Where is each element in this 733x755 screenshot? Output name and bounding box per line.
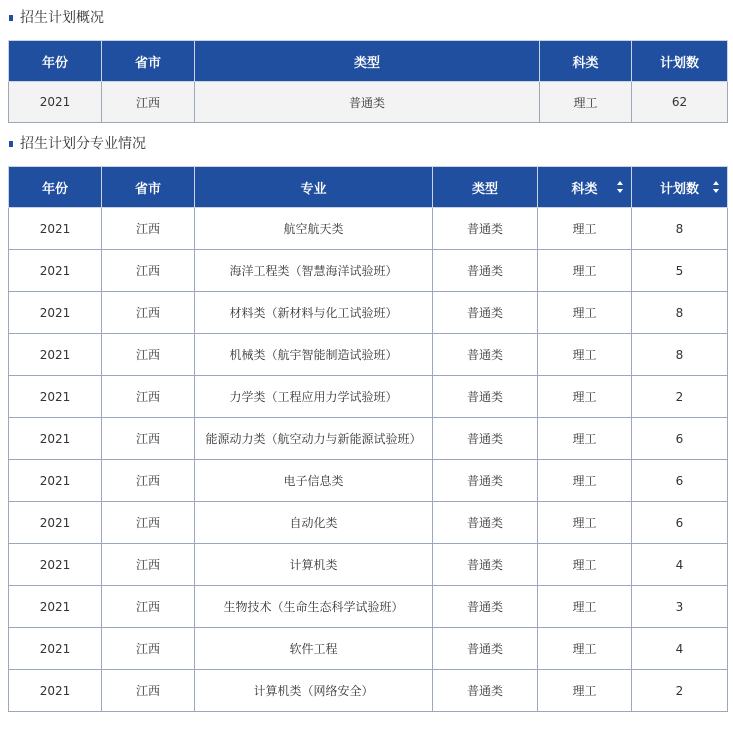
cell-plan-count: 6 xyxy=(632,502,728,544)
bullet-icon xyxy=(9,141,13,147)
cell-province: 江西 xyxy=(102,292,195,334)
header-category-sortable[interactable] xyxy=(538,167,632,208)
cell-province: 江西 xyxy=(102,250,195,292)
cell-category: 理工 xyxy=(538,670,632,712)
cell-type: 普通类 xyxy=(433,628,538,670)
cell-province: 江西 xyxy=(102,628,195,670)
section-title-summary xyxy=(0,8,733,28)
cell-major: 能源动力类（航空动力与新能源试验班） xyxy=(195,418,433,460)
header-province: 省市 xyxy=(102,167,195,208)
header-major: 专业 xyxy=(195,167,433,208)
cell-major: 材料类（新材料与化工试验班） xyxy=(195,292,433,334)
cell-plan-count: 5 xyxy=(632,250,728,292)
cell-plan-count: 8 xyxy=(632,208,728,250)
cell-province: 江西 xyxy=(102,544,195,586)
header-category: 科类 xyxy=(540,41,632,82)
cell-type: 普通类 xyxy=(433,460,538,502)
cell-major: 电子信息类 xyxy=(195,460,433,502)
cell-type: 普通类 xyxy=(433,334,538,376)
cell-major: 力学类（工程应用力学试验班） xyxy=(195,376,433,418)
cell-province: 江西 xyxy=(102,460,195,502)
section-title-detail xyxy=(0,134,733,154)
table-row xyxy=(9,628,728,670)
cell-type: 普通类 xyxy=(433,502,538,544)
header-plan-count-label: 计划数 xyxy=(659,181,699,197)
header-plan-count: 计划数 xyxy=(632,41,728,82)
cell-year: 2021 xyxy=(9,544,102,586)
section-title-text: 招生计划分专业情况 xyxy=(20,136,146,152)
cell-province: 江西 xyxy=(102,208,195,250)
cell-type: 普通类 xyxy=(433,418,538,460)
cell-province: 江西 xyxy=(102,376,195,418)
cell-category: 理工 xyxy=(538,250,632,292)
cell-type: 普通类 xyxy=(433,292,538,334)
table-row xyxy=(9,502,728,544)
cell-province: 江西 xyxy=(102,586,195,628)
summary-header-row xyxy=(9,41,728,82)
cell-year: 2021 xyxy=(9,628,102,670)
cell-category: 理工 xyxy=(538,292,632,334)
cell-major: 航空航天类 xyxy=(195,208,433,250)
cell-year: 2021 xyxy=(9,670,102,712)
cell-year: 2021 xyxy=(9,376,102,418)
cell-major: 软件工程 xyxy=(195,628,433,670)
cell-category: 理工 xyxy=(538,544,632,586)
cell-category: 理工 xyxy=(538,334,632,376)
table-row xyxy=(9,460,728,502)
cell-category: 理工 xyxy=(538,376,632,418)
table-row xyxy=(9,334,728,376)
table-row xyxy=(9,670,728,712)
section-title-text: 招生计划概况 xyxy=(20,10,104,26)
detail-header-row xyxy=(9,167,728,208)
cell-year: 2021 xyxy=(9,586,102,628)
cell-type: 普通类 xyxy=(433,544,538,586)
cell-year: 2021 xyxy=(9,292,102,334)
cell-province: 江西 xyxy=(102,334,195,376)
table-row xyxy=(9,82,728,123)
cell-category: 理工 xyxy=(538,502,632,544)
summary-table xyxy=(8,40,728,123)
cell-major: 机械类（航宇智能制造试验班） xyxy=(195,334,433,376)
cell-year: 2021 xyxy=(9,334,102,376)
cell-province: 江西 xyxy=(102,670,195,712)
cell-category: 理工 xyxy=(538,628,632,670)
cell-plan-count: 2 xyxy=(632,670,728,712)
cell-year: 2021 xyxy=(9,250,102,292)
table-row xyxy=(9,292,728,334)
cell-plan-count: 3 xyxy=(632,586,728,628)
cell-major: 海洋工程类（智慧海洋试验班） xyxy=(195,250,433,292)
cell-type: 普通类 xyxy=(433,376,538,418)
cell-major: 计算机类（网络安全） xyxy=(195,670,433,712)
header-year: 年份 xyxy=(9,41,102,82)
cell-type: 普通类 xyxy=(433,208,538,250)
header-category-label: 科类 xyxy=(571,181,598,197)
table-row xyxy=(9,208,728,250)
cell-plan-count: 8 xyxy=(632,334,728,376)
cell-year: 2021 xyxy=(9,82,102,123)
header-province: 省市 xyxy=(102,41,195,82)
header-year: 年份 xyxy=(9,167,102,208)
table-row xyxy=(9,418,728,460)
cell-category: 理工 xyxy=(538,418,632,460)
cell-category: 理工 xyxy=(538,208,632,250)
detail-table-body xyxy=(9,208,728,712)
cell-category: 理工 xyxy=(538,460,632,502)
table-row xyxy=(9,376,728,418)
cell-province: 江西 xyxy=(102,418,195,460)
cell-type: 普通类 xyxy=(433,250,538,292)
table-row xyxy=(9,544,728,586)
cell-type: 普通类 xyxy=(433,586,538,628)
bullet-icon xyxy=(9,15,13,21)
cell-plan-count: 6 xyxy=(632,418,728,460)
cell-category: 理工 xyxy=(540,82,632,123)
cell-year: 2021 xyxy=(9,418,102,460)
cell-plan-count: 2 xyxy=(632,376,728,418)
header-type: 类型 xyxy=(433,167,538,208)
cell-plan-count: 4 xyxy=(632,544,728,586)
cell-type: 普通类 xyxy=(433,670,538,712)
sort-icon[interactable] xyxy=(713,181,719,193)
table-row xyxy=(9,250,728,292)
cell-plan-count: 6 xyxy=(632,460,728,502)
cell-year: 2021 xyxy=(9,502,102,544)
cell-plan-count: 62 xyxy=(632,82,728,123)
cell-year: 2021 xyxy=(9,460,102,502)
header-type: 类型 xyxy=(195,41,540,82)
cell-type: 普通类 xyxy=(195,82,540,123)
cell-plan-count: 4 xyxy=(632,628,728,670)
cell-major: 计算机类 xyxy=(195,544,433,586)
cell-province: 江西 xyxy=(102,82,195,123)
cell-major: 生物技术（生命生态科学试验班） xyxy=(195,586,433,628)
cell-year: 2021 xyxy=(9,208,102,250)
cell-plan-count: 8 xyxy=(632,292,728,334)
cell-category: 理工 xyxy=(538,586,632,628)
major-detail-table xyxy=(8,166,728,712)
table-row xyxy=(9,586,728,628)
header-plan-count-sortable[interactable] xyxy=(632,167,728,208)
cell-province: 江西 xyxy=(102,502,195,544)
cell-major: 自动化类 xyxy=(195,502,433,544)
sort-icon[interactable] xyxy=(617,181,623,193)
